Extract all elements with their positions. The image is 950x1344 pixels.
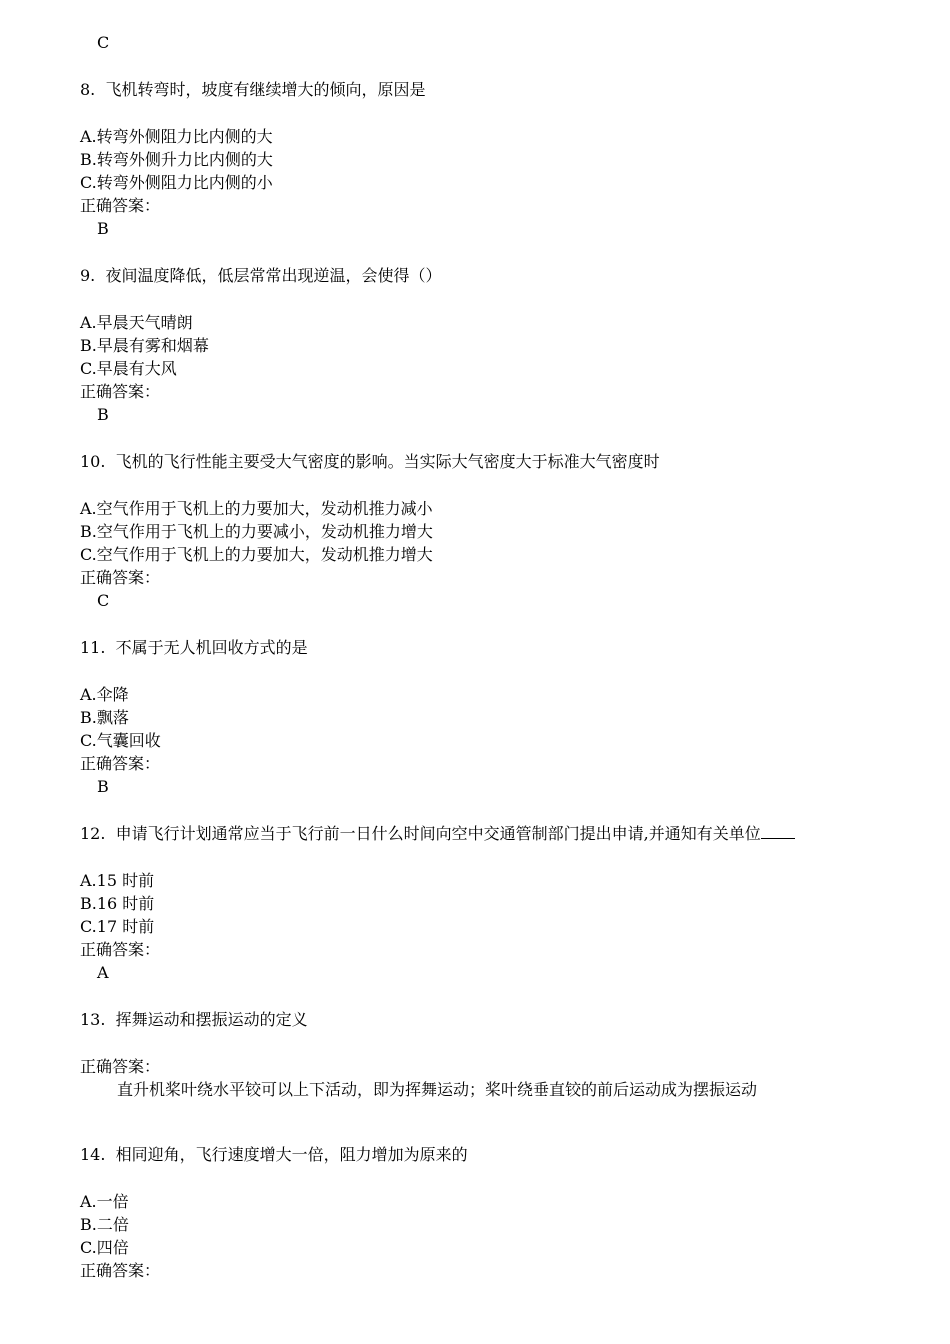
question-text: 不属于无人机回收方式的是 [115, 638, 308, 657]
previous-answer-value: C [97, 33, 110, 52]
option-c: C.气囊回收 [80, 731, 161, 750]
question-8-title [80, 78, 940, 101]
answer-value: C [97, 591, 110, 610]
option-c: C.早晨有大风 [80, 359, 177, 378]
option-a: A.空气作用于飞机上的力要加大，发动机推力减小 [80, 499, 433, 518]
answer-label: 正确答案： [80, 382, 161, 401]
option-a: A.15 时前 [80, 871, 155, 890]
question-text: 挥舞运动和摆振运动的定义 [115, 1010, 308, 1029]
question-13-title [80, 1008, 940, 1031]
question-text: 相同迎角，飞行速度增大一倍，阻力增加为原来的 [115, 1145, 468, 1164]
question-12-title [80, 822, 940, 845]
answer-label: 正确答案： [80, 568, 161, 587]
answer-text: 直升机桨叶绕水平铰可以上下活动，即为挥舞运动；桨叶绕垂直铰的前后运动成为摆振运动 [117, 1080, 758, 1099]
option-a: A.转弯外侧阻力比内侧的大 [80, 127, 273, 146]
question-number: 11. [80, 638, 106, 657]
option-c: C.17 时前 [80, 917, 155, 936]
option-a: A.早晨天气晴朗 [80, 313, 193, 332]
option-b: B.二倍 [80, 1215, 129, 1234]
option-c: C.转弯外侧阻力比内侧的小 [80, 173, 273, 192]
answer-label: 正确答案： [80, 754, 161, 773]
question-9-title [80, 264, 940, 287]
answer-value: B [97, 777, 109, 796]
option-b: B.早晨有雾和烟幕 [80, 336, 209, 355]
question-number: 8. [80, 80, 96, 99]
option-a: A.伞降 [80, 685, 129, 704]
answer-value: B [97, 405, 109, 424]
question-text: 申请飞行计划通常应当于飞行前一日什么时间向空中交通管制部门提出申请,并通知有关单位 [115, 824, 761, 843]
option-c: C.空气作用于飞机上的力要加大，发动机推力增大 [80, 545, 433, 564]
answer-value: A [97, 963, 109, 982]
answer-label: 正确答案： [80, 1057, 161, 1076]
question-number: 14. [80, 1145, 106, 1164]
option-b: B.16 时前 [80, 894, 155, 913]
option-b: B.转弯外侧升力比内侧的大 [80, 150, 273, 169]
question-number: 12. [80, 824, 106, 843]
question-number: 13. [80, 1010, 106, 1029]
question-14-title [80, 1143, 940, 1166]
option-a: A.一倍 [80, 1192, 129, 1211]
question-text: 夜间温度降低，低层常常出现逆温，会使得（） [105, 266, 442, 285]
answer-label: 正确答案： [80, 196, 161, 215]
question-number: 9. [80, 266, 96, 285]
answer-label: 正确答案： [80, 940, 161, 959]
question-text: 飞机转弯时，坡度有继续增大的倾向，原因是 [105, 80, 426, 99]
option-c: C.四倍 [80, 1238, 129, 1257]
question-10-title [80, 450, 940, 473]
option-b: B.空气作用于飞机上的力要减小，发动机推力增大 [80, 522, 433, 541]
option-b: B.飘落 [80, 708, 129, 727]
fill-in-blank [761, 822, 795, 839]
answer-label: 正确答案： [80, 1261, 161, 1280]
answer-value: B [97, 219, 109, 238]
question-text: 飞机的飞行性能主要受大气密度的影响。当实际大气密度大于标准大气密度时 [115, 452, 660, 471]
question-11-title [80, 636, 940, 659]
question-number: 10. [80, 452, 106, 471]
exam-page [80, 31, 940, 1282]
